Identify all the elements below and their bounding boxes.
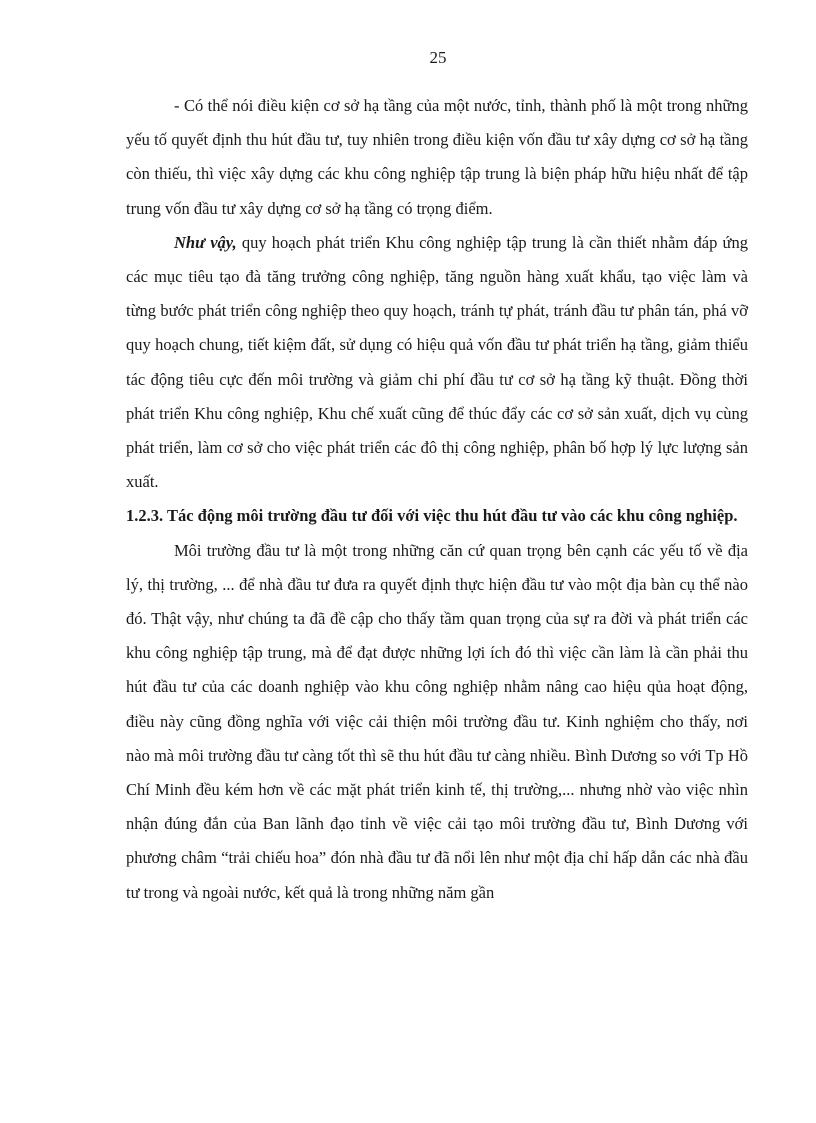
page-number: 25 [429,48,447,67]
paragraph-conclusion [126,226,748,500]
paragraph-conclusion-text: quy hoạch phát triển Khu công nghiệp tập trung là cần thiết nhằm đáp ứng các mục tiêu tạo đà tăng trưởng công nghiệp, tăng nguồn hàng xuất khẩu, tạo việc làm và từng bước phát triển công nghiệp theo quy hoạch, tránh tự phát, tránh đầu tư phân tán, phá vỡ quy hoạch chung, tiết kiệm đất, sử dụng có hiệu quả vốn đầu tư phát triển hạ tầng, giảm thiểu tác động tiêu cực đến môi trường và giảm chi phí đầu tư cơ sở hạ tầng kỹ thuật. Đồng thời phát triển Khu công nghiệp, Khu chế xuất cũng để thúc đẩy các cơ sở sản xuất, dịch vụ cùng phát triển, làm cơ sở cho việc phát triển các đô thị công nghiệp, phân bố hợp lý lực lượng sản xuất. [126,232,749,492]
page-content [126,89,748,910]
paragraph-lead-emphasis: Như vậy, [174,232,237,252]
section-heading: 1.2.3. Tác động môi trường đầu tư đối với việc thu hút đầu tư vào các khu công nghiệp. [126,506,738,526]
paragraph-investment-environment: Môi trường đầu tư là một trong những căn cứ quan trọng bên cạnh các yếu tố về địa lý, thị trường, ... để nhà đầu tư đưa ra quyết định thực hiện đầu tư vào một địa bàn cụ thể nào đó. Thật vậy, như chúng ta đã đề cập cho thấy tầm quan trọng của sự ra đời và phát triển các khu công nghiệp tập trung, mà để đạt được những lợi ích đó thì việc cần làm là cần phải thu hút đầu tư của các doanh nghiệp vào khu công nghiệp nhằm nâng cao hiệu qủa hoạt động, điều này cũng đồng nghĩa với việc cải thiện môi trường đầu tư. Kinh nghiệm cho thấy, nơi nào mà môi trường đầu tư càng tốt thì sẽ thu hút đầu tư càng nhiều. Bình Dương so với Tp Hồ Chí Minh đều kém hơn về các mặt phát triển kinh tế, thị trường,... nhưng nhờ vào việc nhìn nhận đúng đắn của Ban lãnh đạo tỉnh về việc cải tạo môi trường đầu tư, Bình Dương với phương châm “trải chiếu hoa” đón nhà đầu tư đã nổi lên như một địa chỉ hấp dẫn các nhà đầu tư trong và ngoài nước, kết quả là trong những năm gần [126,540,748,902]
paragraph-infrastructure: - Có thể nói điều kiện cơ sở hạ tầng của một nước, tỉnh, thành phố là một trong những yếu tố quyết định thu hút đầu tư, tuy nhiên trong điều kiện vốn đầu tư xây dựng cơ sở hạ tầng còn thiếu, thì việc xây dựng các khu công nghiệp tập trung là biện pháp hữu hiệu nhất để tập trung vốn đầu tư xây dựng cơ sở hạ tầng có trọng điểm. [126,96,748,218]
